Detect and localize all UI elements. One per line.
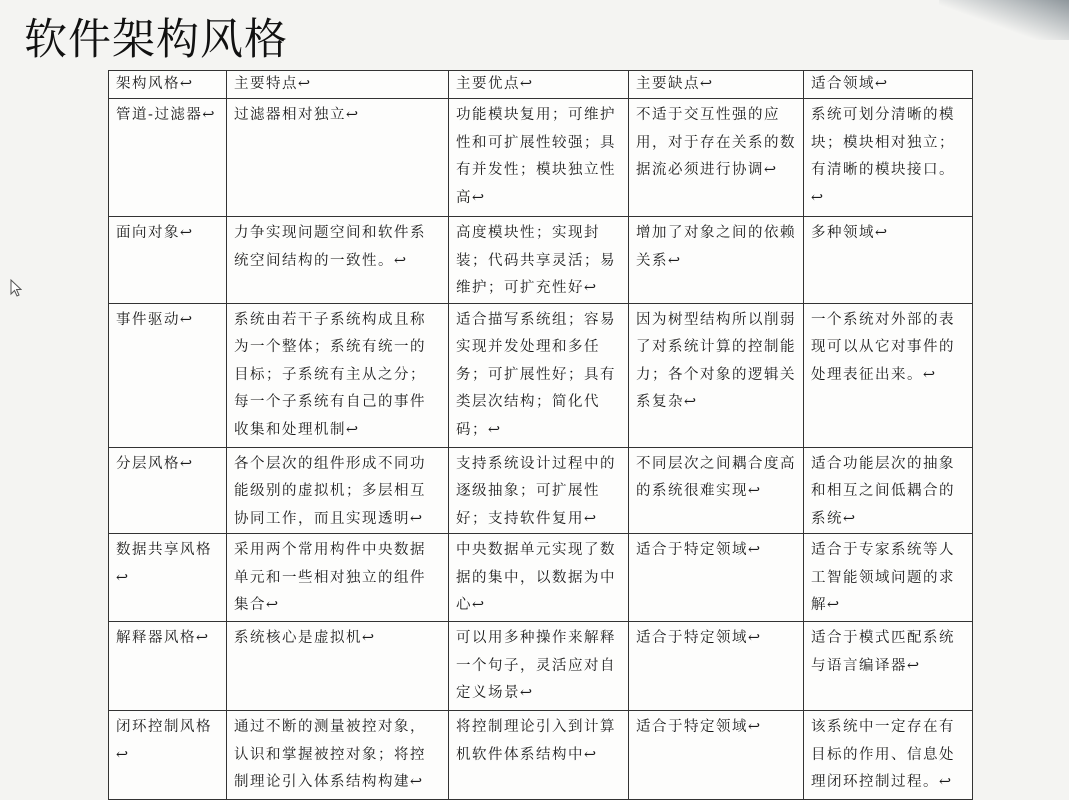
cell-style: 解释器风格↩ [109,622,227,711]
cell-advantages: 中央数据单元实现了数据的集中，以数据为中心↩ [449,534,629,622]
cell-domains: 该系统中一定存在有目标的作用、信息处理闭环控制过程。↩ [804,711,973,800]
cell-domains: 一个系统对外部的表现可以从它对事件的处理表征出来。↩ [804,303,973,447]
cell-features: 过滤器相对独立↩ [227,99,449,217]
cell-domains: 适合于模式匹配系统与语言编译器↩ [804,622,973,711]
cell-style: 面向对象↩ [109,217,227,304]
header-disadvantages: 主要缺点↩ [629,71,804,99]
cell-disadvantages: 适合于特定领域↩ [629,534,804,622]
cell-features: 通过不断的测量被控对象，认识和掌握被控对象；将控制理论引入体系结构构建↩ [227,711,449,800]
cell-disadvantages: 不同层次之间耦合度高的系统很难实现↩ [629,447,804,534]
cell-domains: 适合于专家系统等人工智能领域问题的求解↩ [804,534,973,622]
table-row [109,303,973,447]
table-row [109,447,973,534]
cell-style: 分层风格↩ [109,447,227,534]
cell-style: 闭环控制风格↩ [109,711,227,800]
cell-disadvantages: 适合于特定领域↩ [629,711,804,800]
cell-advantages: 可以用多种操作来解释一个句子，灵活应对自定义场景↩ [449,622,629,711]
cell-features: 系统核心是虚拟机↩ [227,622,449,711]
cell-features: 力争实现问题空间和软件系统空间结构的一致性。↩ [227,217,449,304]
cell-style: 管道-过滤器↩ [109,99,227,217]
table-row [109,622,973,711]
cell-advantages: 将控制理论引入到计算机软件体系结构中↩ [449,711,629,800]
cell-disadvantages: 适合于特定领域↩ [629,622,804,711]
header-advantages: 主要优点↩ [449,71,629,99]
architecture-styles-table [108,70,973,800]
header-features: 主要特点↩ [227,71,449,99]
table-row [109,534,973,622]
cell-features: 采用两个常用构件中央数据单元和一些相对独立的组件集合↩ [227,534,449,622]
table-row [109,711,973,800]
cell-advantages: 高度模块性；实现封装；代码共享灵活；易维护；可扩充性好↩ [449,217,629,304]
cell-style: 数据共享风格↩ [109,534,227,622]
cell-style: 事件驱动↩ [109,303,227,447]
cell-advantages: 支持系统设计过程中的逐级抽象；可扩展性好；支持软件复用↩ [449,447,629,534]
cell-disadvantages: 不适于交互性强的应用，对于存在关系的数据流必须进行协调↩ [629,99,804,217]
cell-features: 各个层次的组件形成不同功能级别的虚拟机；多层相互协同工作，而且实现透明↩ [227,447,449,534]
cell-disadvantages: 增加了对象之间的依赖关系↩ [629,217,804,304]
cell-domains: 适合功能层次的抽象和相互之间低耦合的系统↩ [804,447,973,534]
table-header-row [109,71,973,99]
table-row [109,217,973,304]
header-style: 架构风格↩ [109,71,227,99]
cell-advantages: 适合描写系统组；容易实现并发处理和多任务；可扩展性好；具有类层次结构；简化代码；↩ [449,303,629,447]
cell-domains: 系统可划分清晰的模块；模块相对独立；有清晰的模块接口。↩ [804,99,973,217]
cell-features: 系统由若干子系统构成且称为一个整体；系统有统一的目标；子系统有主从之分；每一个子系统有自己的事件收集和处理机制↩ [227,303,449,447]
cell-advantages: 功能模块复用；可维护性和可扩展性较强；具有并发性；模块独立性高↩ [449,99,629,217]
cell-disadvantages: 因为树型结构所以削弱了对系统计算的控制能力；各个对象的逻辑关系复杂↩ [629,303,804,447]
cell-domains: 多种领域↩ [804,217,973,304]
corner-shadow [939,0,1069,40]
slide-title: 软件架构风格 [24,15,288,65]
header-domains: 适合领域↩ [804,71,973,99]
mouse-pointer-icon [10,279,22,297]
table-row [109,99,973,217]
